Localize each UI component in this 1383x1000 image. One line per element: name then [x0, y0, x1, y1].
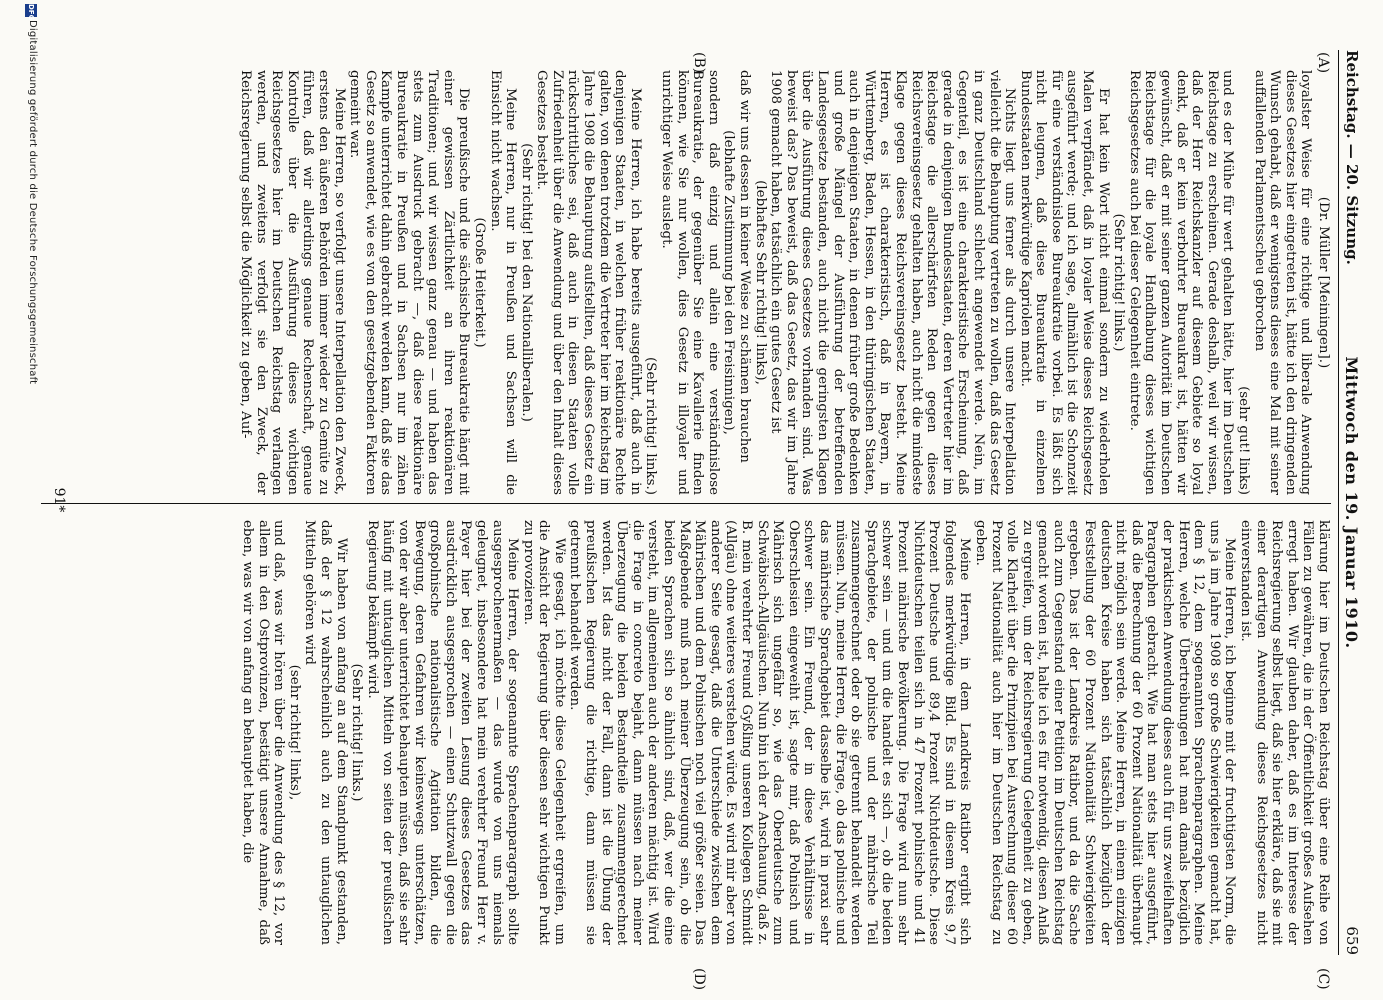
- paragraph: Wie gesagt, ich möchte diese Gelegenheit ergreifen, um die Ansicht der Regierung über diesen sehr wichtigen Punkt zu provozieren.: [520, 520, 567, 945]
- paragraph: Meine Herren, ich habe bereits ausgeführt, daß auch in denjenigen Staaten, in welchen früher reaktionäre Rechte galten, von denen trotzdem die Vertreter hier im Reichstag im Jahre 1908 die Behauptung aufstellten, daß dieses Gesetz ein rückschrittliches sei, daß auch in diesen Staaten volle Zufriedenheit über die Anwendung und über den Inhalt dieses Gesetzes besteht.: [534, 70, 643, 495]
- interjection: (Sehr richtig! bei den Nationalliberalen.): [518, 143, 534, 422]
- paragraph: Meine Herren, nur in Preußen und Sachsen will die Einsicht nicht wachsen.: [487, 70, 519, 495]
- paragraph: Meine Herren, ich beginne mit der fruchtigsten Norm, die uns ja im Jahre 1908 so große Schwierigkeiten gemacht hat, dem § 12, dem sogenannten Sprachenparagraphen. Meine Herren, welche Übertreibungen hat man damals bezüglich der praktischen Anwendung dieses auch für uns zweifelhaften Paragraphen gebracht. Wie hat man stets hier ausgeführt, daß die Berechnung der 60 Prozent Nationalität überhaupt nicht möglich sein werde. Meine Herren, in einem einzigen deutschen Kreise haben sich tatsächlich bezüglich der Feststellung der 60 Prozent Nationalität Schwierigkeiten ergeben. Das ist der Landkreis Ratibor, und da die Sache auch zum Gegenstand einer Petition im Deutschen Reichstag gemacht worden ist, halte ich es für notwendig, diesen Anlaß zu ergreifen, um der Reichsregierung Gelegenheit zu geben, volle Klarheit über die Prinzipien bei Ausrechnung dieser 60 Prozent Nationalität auch hier im Deutschen Reichstag zu geben.: [972, 520, 1238, 945]
- interjection: (Große Heiterkeit.): [471, 217, 487, 348]
- paragraph: Meine Herren, so verfolgt unsere Interpellation den Zweck, erstens den äußeren Behörden immer wieder zu Gemüte zu führen, daß wir allerdings genaue Rechenschaft, genaue Kontrolle über die Ausführung dieses wichtigen Reichsgesetzes hier im Deutschen Reichstag verlangen werden, und zweitens verfolgt sie den Zweck, der Reichsregierung selbst die Möglichkeit zu geben, Auf-: [238, 70, 347, 495]
- margin-letter-d: (D): [691, 968, 707, 991]
- interjection: (sehr richtig! links),: [286, 664, 302, 801]
- paragraph: daß wir uns dessen in keiner Weise zu schämen brauchen: [737, 70, 753, 463]
- interjection: (sehr gut! links): [1236, 386, 1252, 495]
- paragraph: Meine Herren, der sogenannte Sprachenparagraph sollte ausgesprochenermaßen — das wurde von uns niemals geleugnet, insbesondere hat mein verehrter Freund Herr v. Payer hier bei der zweiten Lesung dieses Gesetzes das ausdrücklich ausgesprochen — einen Schutzwall gegen die großpolnische nationalistische Agitation bilden, die Bewegung, deren Gefahren wir keineswegs unterschätzen, von der wir aber unterrichtet behaupten müssen, daß sie sehr häufig mit untauglichen Mitteln von seiten der preußischen Regierung bekämpft wird.: [364, 520, 521, 945]
- interjection: (lebhaftes Sehr richtig! links),: [752, 180, 768, 385]
- right-column: [81, 520, 1331, 945]
- speaker-label: (Dr. Müller [Meiningen].): [1316, 196, 1331, 369]
- header-date: Mittwoch den 19. Januar 1910.: [1342, 356, 1361, 649]
- digitization-note: Digitalisierung gefördert durch die Deutsche Forschungsgemeinschaft: [27, 20, 38, 385]
- interjection: (Sehr richtig! links.): [1111, 213, 1127, 352]
- paragraph: Die preußische und die sächsische Bureaukratie hängt mit einer gewissen Zärtlichkeit an ihren reaktionären Traditionen; und wir wissen ganz genau — und haben das stets zum Ausdruck gebracht —, daß diese reaktionäre Bureaukratie in Preußen und in Sachsen nur im zähen Kampfe unterrichtet dahin gebracht werden kann, daß sie das Gesetz so anwendet, wie es von den gesetzgebenden Faktoren gemeint war.: [347, 70, 472, 495]
- dfg-logo-icon: DFG: [27, 4, 35, 21]
- interjection: (Sehr richtig! links.): [643, 357, 659, 495]
- paragraph: sondern daß einzig und allein eine verständnislose Bureaukratie, der gegenüber Sie eine Kavallerie finden können, wie Sie nur wollen, dies Gesetz in illoyaler und unrichtiger Weise auslegt.: [659, 70, 721, 495]
- header-session: Reichstag. — 20. Sitzung.: [1343, 50, 1361, 265]
- margin-letter-c: (C): [1315, 968, 1331, 990]
- paragraph: Er hat kein Wort nicht einmal sondern zu wiederholen Malen verpfändet, daß in loyaler Weise dieses Reichsgesetz ausgeführt werde; und ich sage, allmählich ist die Schonzeit für eine verständnislose Bureaukratie vorbei. Es läßt sich nicht leugnen, daß diese Bureaukratie in einzelnen Bundesstaaten merkwürdige Kapriolen macht.: [1017, 70, 1111, 495]
- interjection: (Sehr richtig! links.): [349, 663, 365, 802]
- page-header: [1338, 50, 1363, 955]
- margin-letter-a: (A): [1315, 52, 1331, 74]
- paragraph: klärung hier im Deutschen Reichstag über eine Reihe von Fällen zu gewähren, die in der Öffentlichkeit großes Aufsehen erregt haben. Wir glauben daher, daß es im Interesse der Reichsregierung selbst liegt, daß sie hier erkläre, daß sie mit einer derartigen Anwendung dieses Reichsgesetzes nicht einverstanden ist.: [1238, 520, 1331, 945]
- left-column: [81, 70, 1331, 495]
- paragraph: Nichts liegt uns ferner als durch unsere Interpellation vielleicht die Behauptung vertreten zu wollen, daß das Gesetz in ganz Deutschland schlecht angewendet werde. Nein, im Gegenteil, es ist eine charakteristische Erscheinung, daß gerade in denjenigen Bundesstaaten, deren Vertreter hier im Reichstage die allerschärfsten Reden gegen dieses Reichsvereinsgesetz gehalten haben, auch nicht die mindeste Klage gegen dieses Reichsvereinsgesetz besteht. Meine Herren, es ist charakteristisch, daß in Bayern, in Württemberg, Baden, Hessen, in den thüringischen Staaten, auch in denjenigen Staaten, in denen früher große Bedenken und große Mängel der Ausführung der betreffenden Landesgesetze bestanden, auch nicht die geringsten Klagen über die Ausführung dieses Gesetzes vorhanden sind. Was beweist das? Das beweist, daß das Gesetz, das wir im Jahre 1908 gemacht haben, tatsächlich ein gutes Gesetz ist: [768, 70, 1018, 495]
- paragraph: Meine Herren, in dem Landkreis Ratibor ergibt sich folgendes merkwürdige Bild. Es sind in diesem Kreis 9,7 Prozent Deutsche und 89,4 Prozent Nichtdeutsche. Diese Nichtdeutschen teilen sich in 47 Prozent polnische und 41 Prozent mährische Bevölkerung. Die Frage wird nun sehr schwer sein — und um die handelt es sich —, ob die beiden Sprachgebiete, der polnische und der mährische Teil zusammengerechnet oder ob sie getrennt behandelt werden müssen. Nun, meine Herren, die Frage, ob das polnische und das mährische Sprachgebiet dasselbe ist, wird in praxi sehr schwer sein. Ein Freund, der in diese Verhältnisse in Oberschlesien eingeweiht ist, sagte mir, daß Polnisch und Mährisch sich ungefähr so, wie das Oberdeutsche zum Schwäbisch-Allgäuischen. Nun bin ich der Anschauung, daß z. B. mein verehrter Freund Gyßling unseren Kollegen Schmidt (Allgäu) ohne weiteres verstehen würde. Es wird mir aber von anderer Seite gesagt, daß die Unterschiede zwischen dem Mährischen und dem Polnischen noch viel größer seien. Das Maßgebende muß nach meiner Überzeugung sein, ob die beiden Sprachen sich so ähnlich sind, daß, wer die eine versteht, im allgemeinen auch der anderen mächtig ist. Wird die Frage in concreto bejaht, dann müssen nach meiner Überzeugung die beiden Bestandteile zusammengerechnet werden. Ist das nicht der Fall, dann ist die Übung der preußischen Regierung die richtige, dann müssen sie getrennt behandelt werden.: [567, 520, 973, 945]
- paragraph: Wir haben von anfang an auf dem Standpunkt gestanden, daß der § 12 wahrscheinlich auch zu den untauglichen Mitteln gehören wird: [302, 520, 349, 945]
- paragraph: loyalster Weise für eine richtige und liberale Anwendung dieses Gesetzes hier eingetreten ist, hätte ich den dringenden Wunsch gehabt, daß er wenigstens dieses eine Mal mit seiner auffallenden Parlamentsscheu gebrochen: [1251, 70, 1314, 495]
- footer-page-number: 91*: [51, 487, 67, 513]
- interjection: (lebhafte Zustimmung bei den Freisinnigen),: [721, 130, 737, 435]
- header-page-number: 659: [1343, 926, 1361, 955]
- column-divider: [41, 503, 1331, 504]
- paragraph: und daß, was wir hören über die Anwendung des § 12, vor allem in den Ostprovinzen, bestätigt unsere Annahme, daß eben, was wir von anfang an behauptet haben, die: [240, 520, 287, 945]
- margin-letter-b: (B): [691, 52, 707, 74]
- paragraph: und es der Mühe für wert gehalten hätte, hier im Deutschen Reichstage zu erscheinen. Gerade deshalb, weil wir wissen, daß der Herr Reichskanzler auf diesem Gebiete so loyal denkt, daß er kein verbohrter Bureaukrat ist, hätten wir gewünscht, daß er mit seiner ganzen Autorität im Deutschen Reichstage für die loyale Handhabung dieses wichtigen Reichsgesetzes auch bei dieser Gelegenheit eintrete.: [1126, 70, 1236, 495]
